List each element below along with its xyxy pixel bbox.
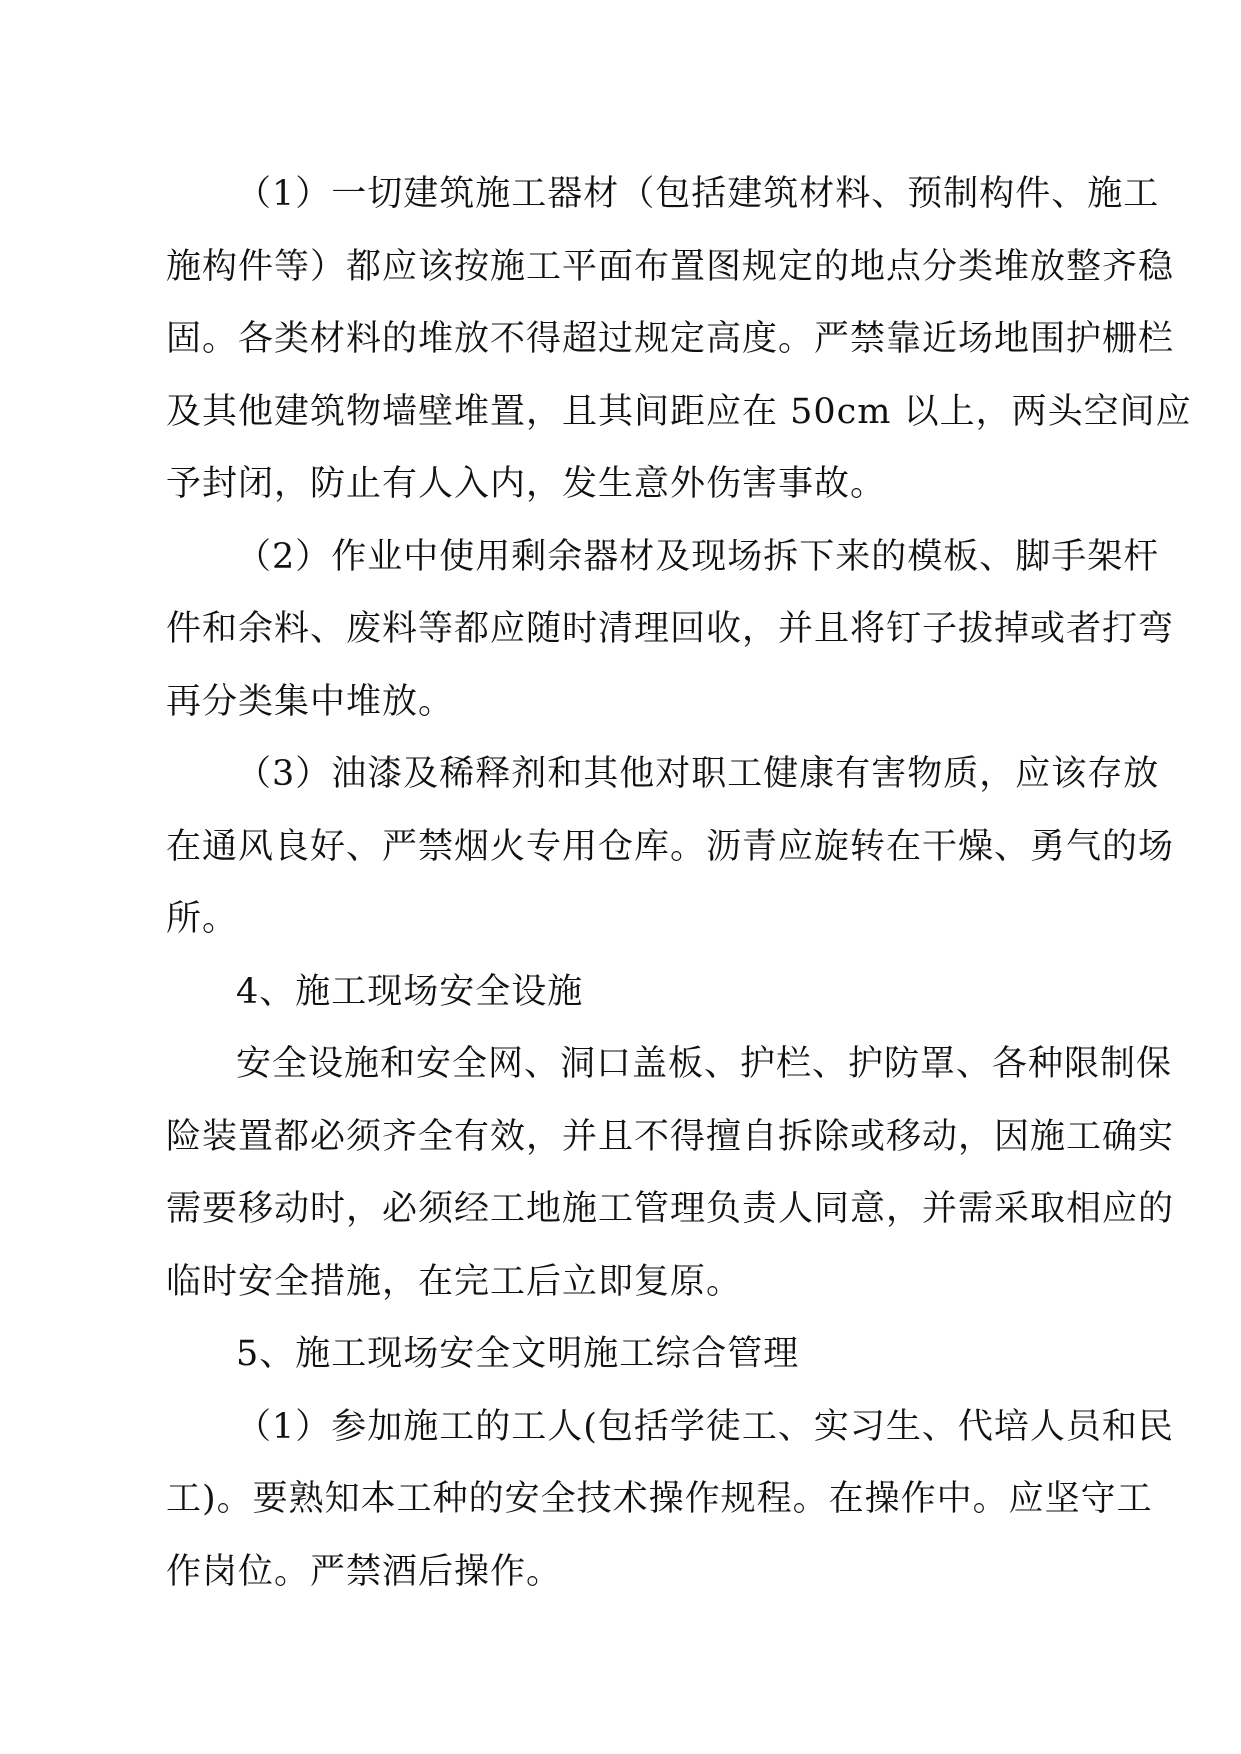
paragraph-line: 需要移动时，必须经工地施工管理负责人同意，并需采取相应的 bbox=[166, 1189, 1175, 1229]
paragraph-line: （3）油漆及稀释剂和其他对职工健康有害物质，应该存放 bbox=[236, 754, 1160, 794]
paragraph-line: 作岗位。严禁酒后操作。 bbox=[166, 1551, 563, 1592]
paragraph-line: （1）参加施工的工人(包括学徒工、实习生、代培人员和民 bbox=[236, 1406, 1174, 1447]
section-heading: 4、施工现场安全设施 bbox=[236, 971, 584, 1012]
paragraph-line: 临时安全措施，在完工后立即复原。 bbox=[166, 1261, 743, 1302]
paragraph-line: 件和余料、废料等都应随时清理回收，并且将钉子拔掉或者打弯 bbox=[166, 609, 1175, 649]
paragraph-line: 予封闭，防止有人入内，发生意外伤害事故。 bbox=[166, 464, 887, 504]
paragraph-line: （1）一切建筑施工器材（包括建筑材料、预制构件、施工 bbox=[236, 174, 1160, 214]
paragraph-line: 及其他建筑物墙壁堆置，且其间距应在 50cm 以上，两头空间应 bbox=[166, 391, 1192, 432]
paragraph-line: 固。各类材料的堆放不得超过规定高度。严禁靠近场地围护栅栏 bbox=[166, 319, 1175, 359]
paragraph-line: 在通风良好、严禁烟火专用仓库。沥青应旋转在干燥、勇气的场 bbox=[166, 826, 1175, 867]
paragraph-line: 再分类集中堆放。 bbox=[166, 681, 455, 722]
paragraph-line: （2）作业中使用剩余器材及现场拆下来的模板、脚手架杆 bbox=[236, 536, 1160, 577]
paragraph-line: 安全设施和安全网、洞口盖板、护栏、护防罩、各种限制保 bbox=[236, 1044, 1173, 1084]
paragraph-line: 险装置都必须齐全有效，并且不得擅自拆除或移动，因施工确实 bbox=[166, 1116, 1175, 1157]
section-heading: 5、施工现场安全文明施工综合管理 bbox=[236, 1334, 800, 1374]
paragraph-line: 工)。要熟知本工种的安全技术操作规程。在操作中。应坚守工 bbox=[166, 1479, 1153, 1519]
paragraph-line: 所。 bbox=[166, 899, 239, 939]
document-body bbox=[166, 158, 1192, 1608]
paragraph-line: 施构件等）都应该按施工平面布置图规定的地点分类堆放整齐稳 bbox=[166, 246, 1175, 287]
